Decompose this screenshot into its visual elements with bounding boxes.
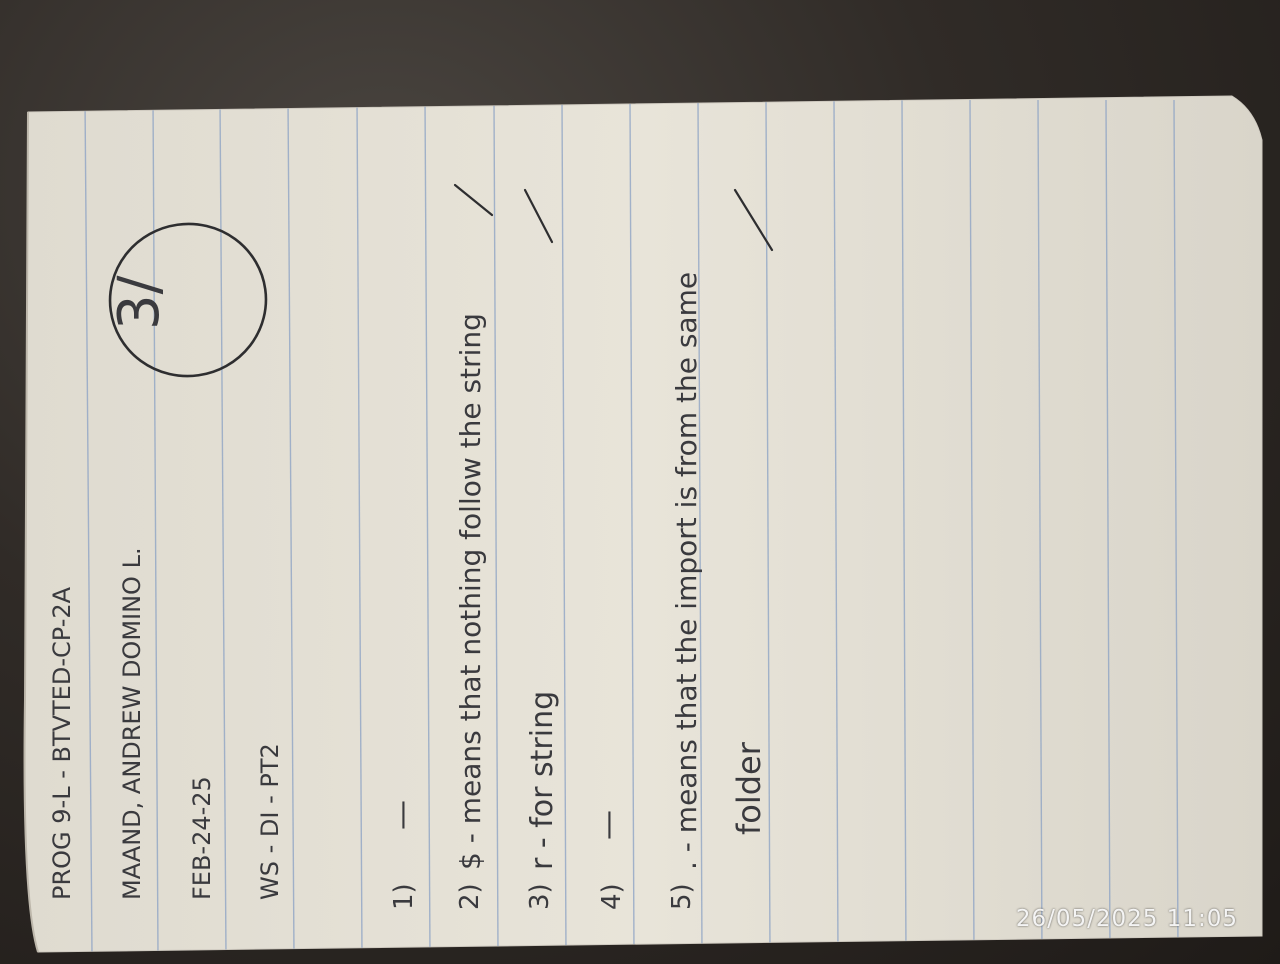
answer-5-number: 5) (667, 883, 697, 910)
answer-2-number: 2) (455, 883, 485, 910)
header-activity: WS - DI - PT2 (256, 743, 284, 900)
answer-5-continuation: folder (730, 742, 768, 835)
answer-1-text: — (385, 800, 420, 830)
answer-3-text: r - for string (525, 690, 560, 870)
answer-5-text: . - means that the import is from the same (670, 271, 703, 870)
answer-4-text: — (591, 810, 626, 840)
grade-mark: 3/ (107, 275, 172, 330)
answer-2-text: $ - means that nothing follow the string (454, 313, 487, 870)
header-name: MAAND, ANDREW DOMINO L. (118, 547, 146, 900)
camera-timestamp: 26/05/2025 11:05 (1015, 906, 1238, 932)
answer-4-number: 4) (597, 883, 627, 910)
answer-1-number: 1) (389, 883, 419, 910)
header-date: FEB-24-25 (188, 776, 216, 900)
answer-3-number: 3) (525, 883, 555, 910)
header-course: PROG 9-L - BTVTED-CP-2A (48, 586, 76, 900)
